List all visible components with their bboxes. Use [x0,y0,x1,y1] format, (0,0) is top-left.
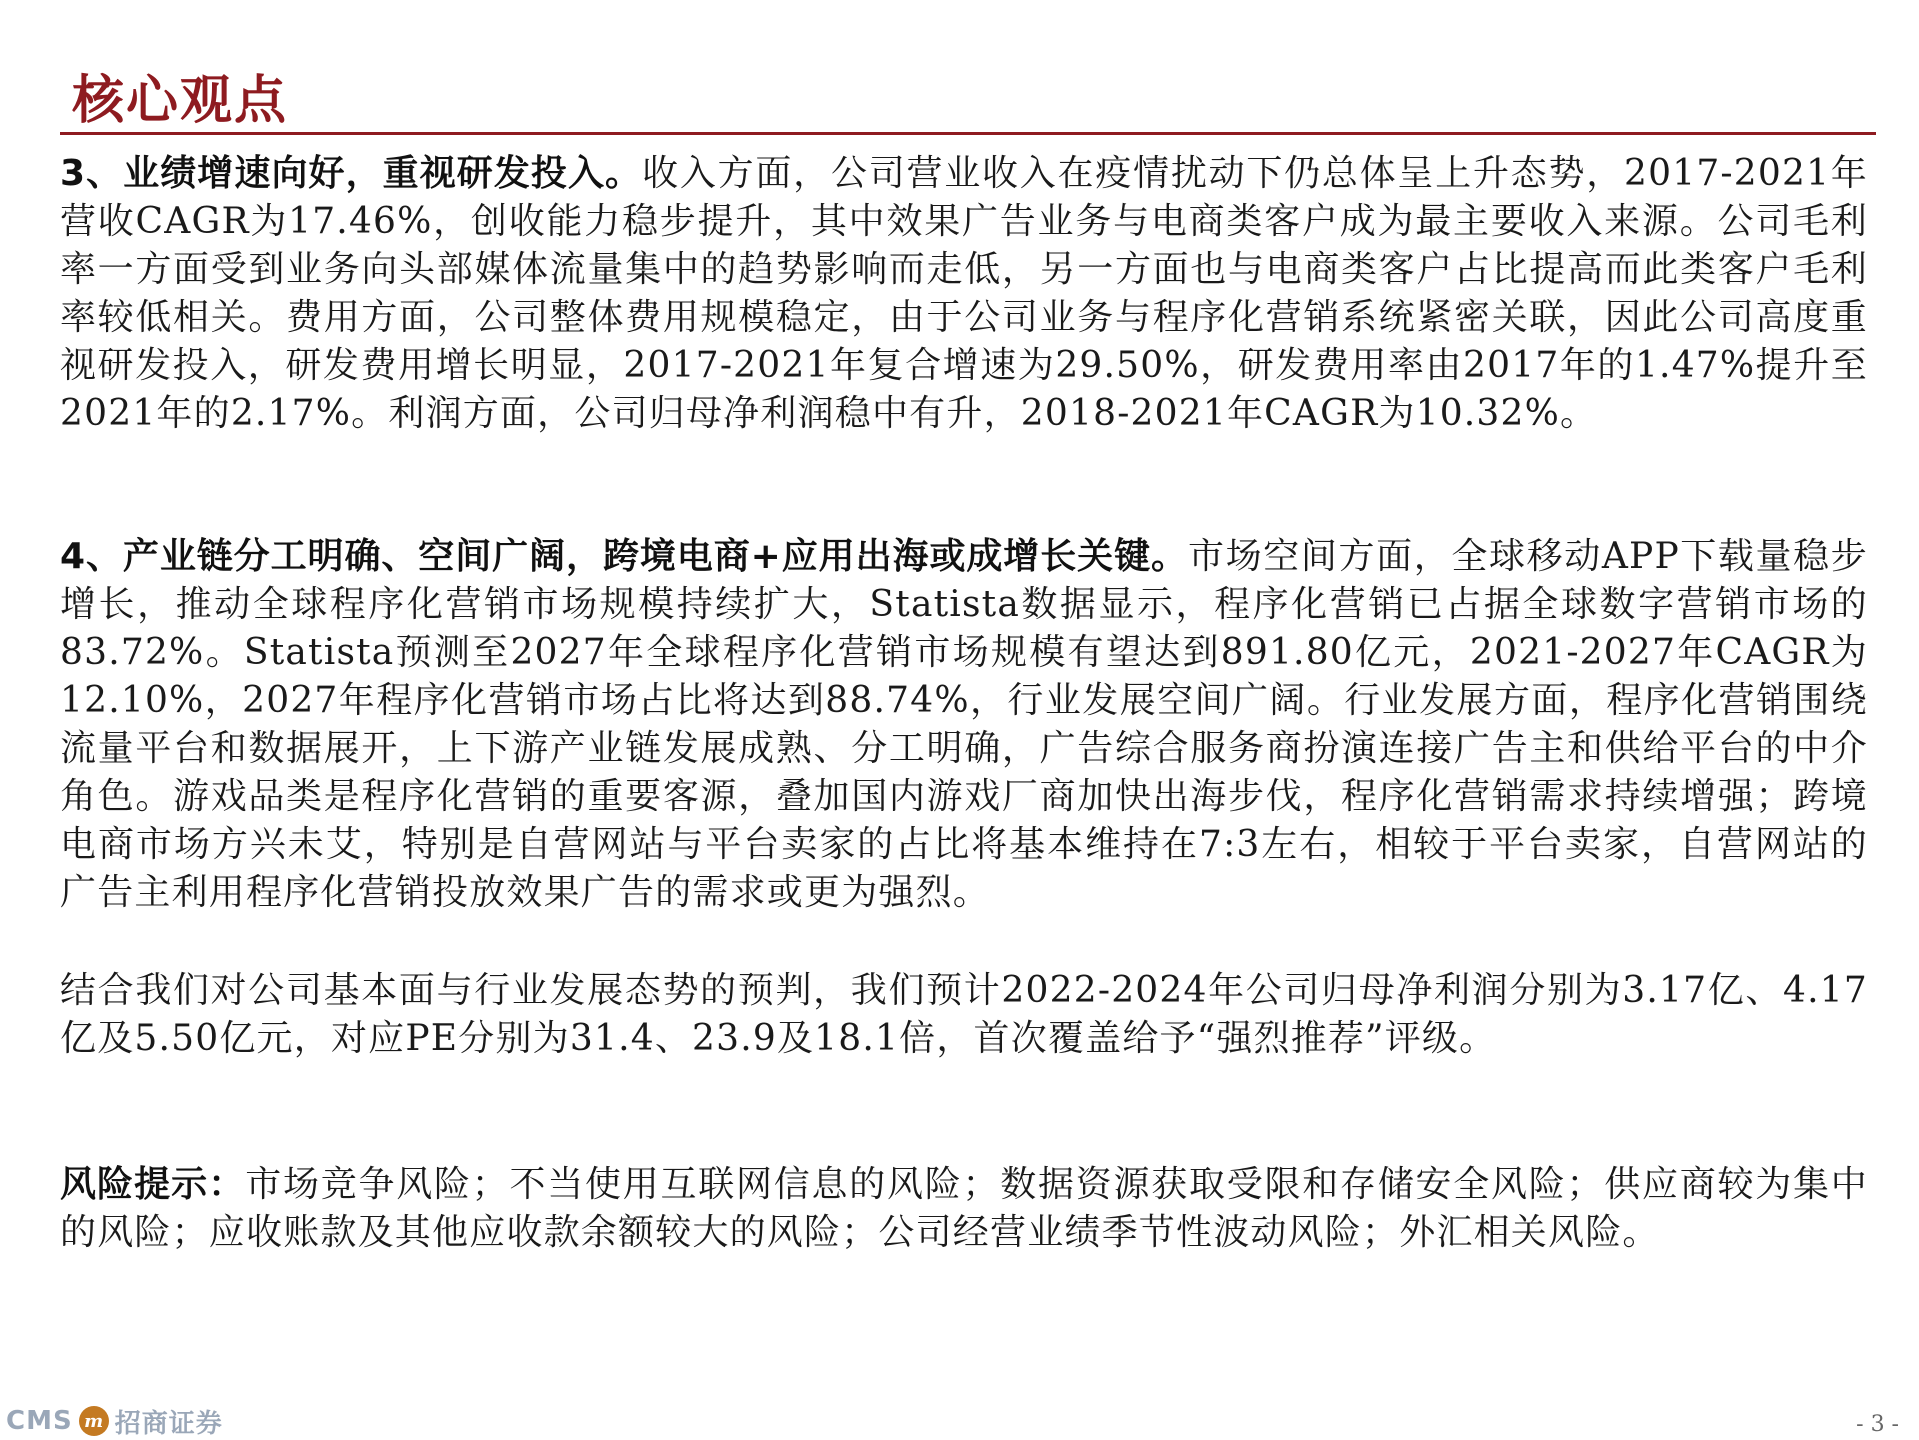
section-text: 收入方面，公司营业收入在疫情扰动下仍总体呈上升态势，2017-2021年营收CAGR为17.46%，创收能力稳步提升，其中效果广告业务与电商类客户成为最主要收入来源。公司毛利率一方面受到业务向头部媒体流量集中的趋势影响而走低，另一方面也与电商类客户占比提高而此类客户毛利率较低相关。费用方面，公司整体费用规模稳定，由于公司业务与程序化营销系统紧密关联，因此公司高度重视研发投入，研发费用增长明显，2017-2021年复合增速为29.50%，研发费用率由2017年的1.47%提升至2021年的2.17%。利润方面，公司归母净利润稳中有升，2018-2021年CAGR为10.32%。 [60,153,1868,434]
section-forecast [60,967,1868,1063]
brand-name: 招商证券 [114,1408,223,1439]
logo-text: CMS [6,1406,73,1436]
section-industry [60,533,1868,917]
section-text: 结合我们对公司基本面与行业发展态势的预判，我们预计2022-2024年公司归母净利润分别为3.17亿、4.17亿及5.50亿元，对应PE分别为31.4、23.9及18.1倍，首次覆盖给予“强烈推荐”评级。 [60,970,1868,1059]
section-text: 市场竞争风险；不当使用互联网信息的风险；数据资源获取受限和存储安全风险；供应商较为集中的风险；应收账款及其他应收款余额较大的风险；公司经营业绩季节性波动风险；外汇相关风险。 [60,1164,1868,1253]
section-heading: 4、产业链分工明确、空间广阔，跨境电商+应用出海或成增长关键。 [60,536,1188,577]
section-paragraph [60,1161,1868,1257]
section-paragraph [60,967,1868,1063]
section-risk [60,1161,1868,1257]
section-performance [60,150,1868,438]
page-title: 核心观点 [72,71,289,131]
section-heading: 3、业绩增速向好，重视研发投入。 [60,153,643,194]
section-paragraph [60,533,1868,917]
section-heading: 风险提示： [60,1164,246,1205]
section-text: 市场空间方面，全球移动APP下载量稳步增长，推动全球程序化营销市场规模持续扩大，Statista数据显示，程序化营销已占据全球数字营销市场的83.72%。Statista预测至2027年全球程序化营销市场规模有望达到891.80亿元，2021-2027年CAGR为12.10%，2027年程序化营销市场占比将达到88.74%，行业发展空间广阔。行业发展方面，程序化营销围绕流量平台和数据展开，上下游产业链发展成熟、分工明确，广告综合服务商扮演连接广告主和供给平台的中介角色。游戏品类是程序化营销的重要客源，叠加国内游戏厂商加快出海步伐，程序化营销需求持续增强；跨境电商市场方兴未艾，特别是自营网站与平台卖家的占比将基本维持在7:3左右，相较于平台卖家，自营网站的广告主利用程序化营销投放效果广告的需求或更为强烈。 [60,536,1869,913]
section-paragraph [60,150,1868,438]
page-number: - 3 - [1856,1412,1899,1437]
logo-badge-icon: m [79,1406,109,1436]
title-divider [60,132,1876,135]
company-logo [6,1404,223,1438]
